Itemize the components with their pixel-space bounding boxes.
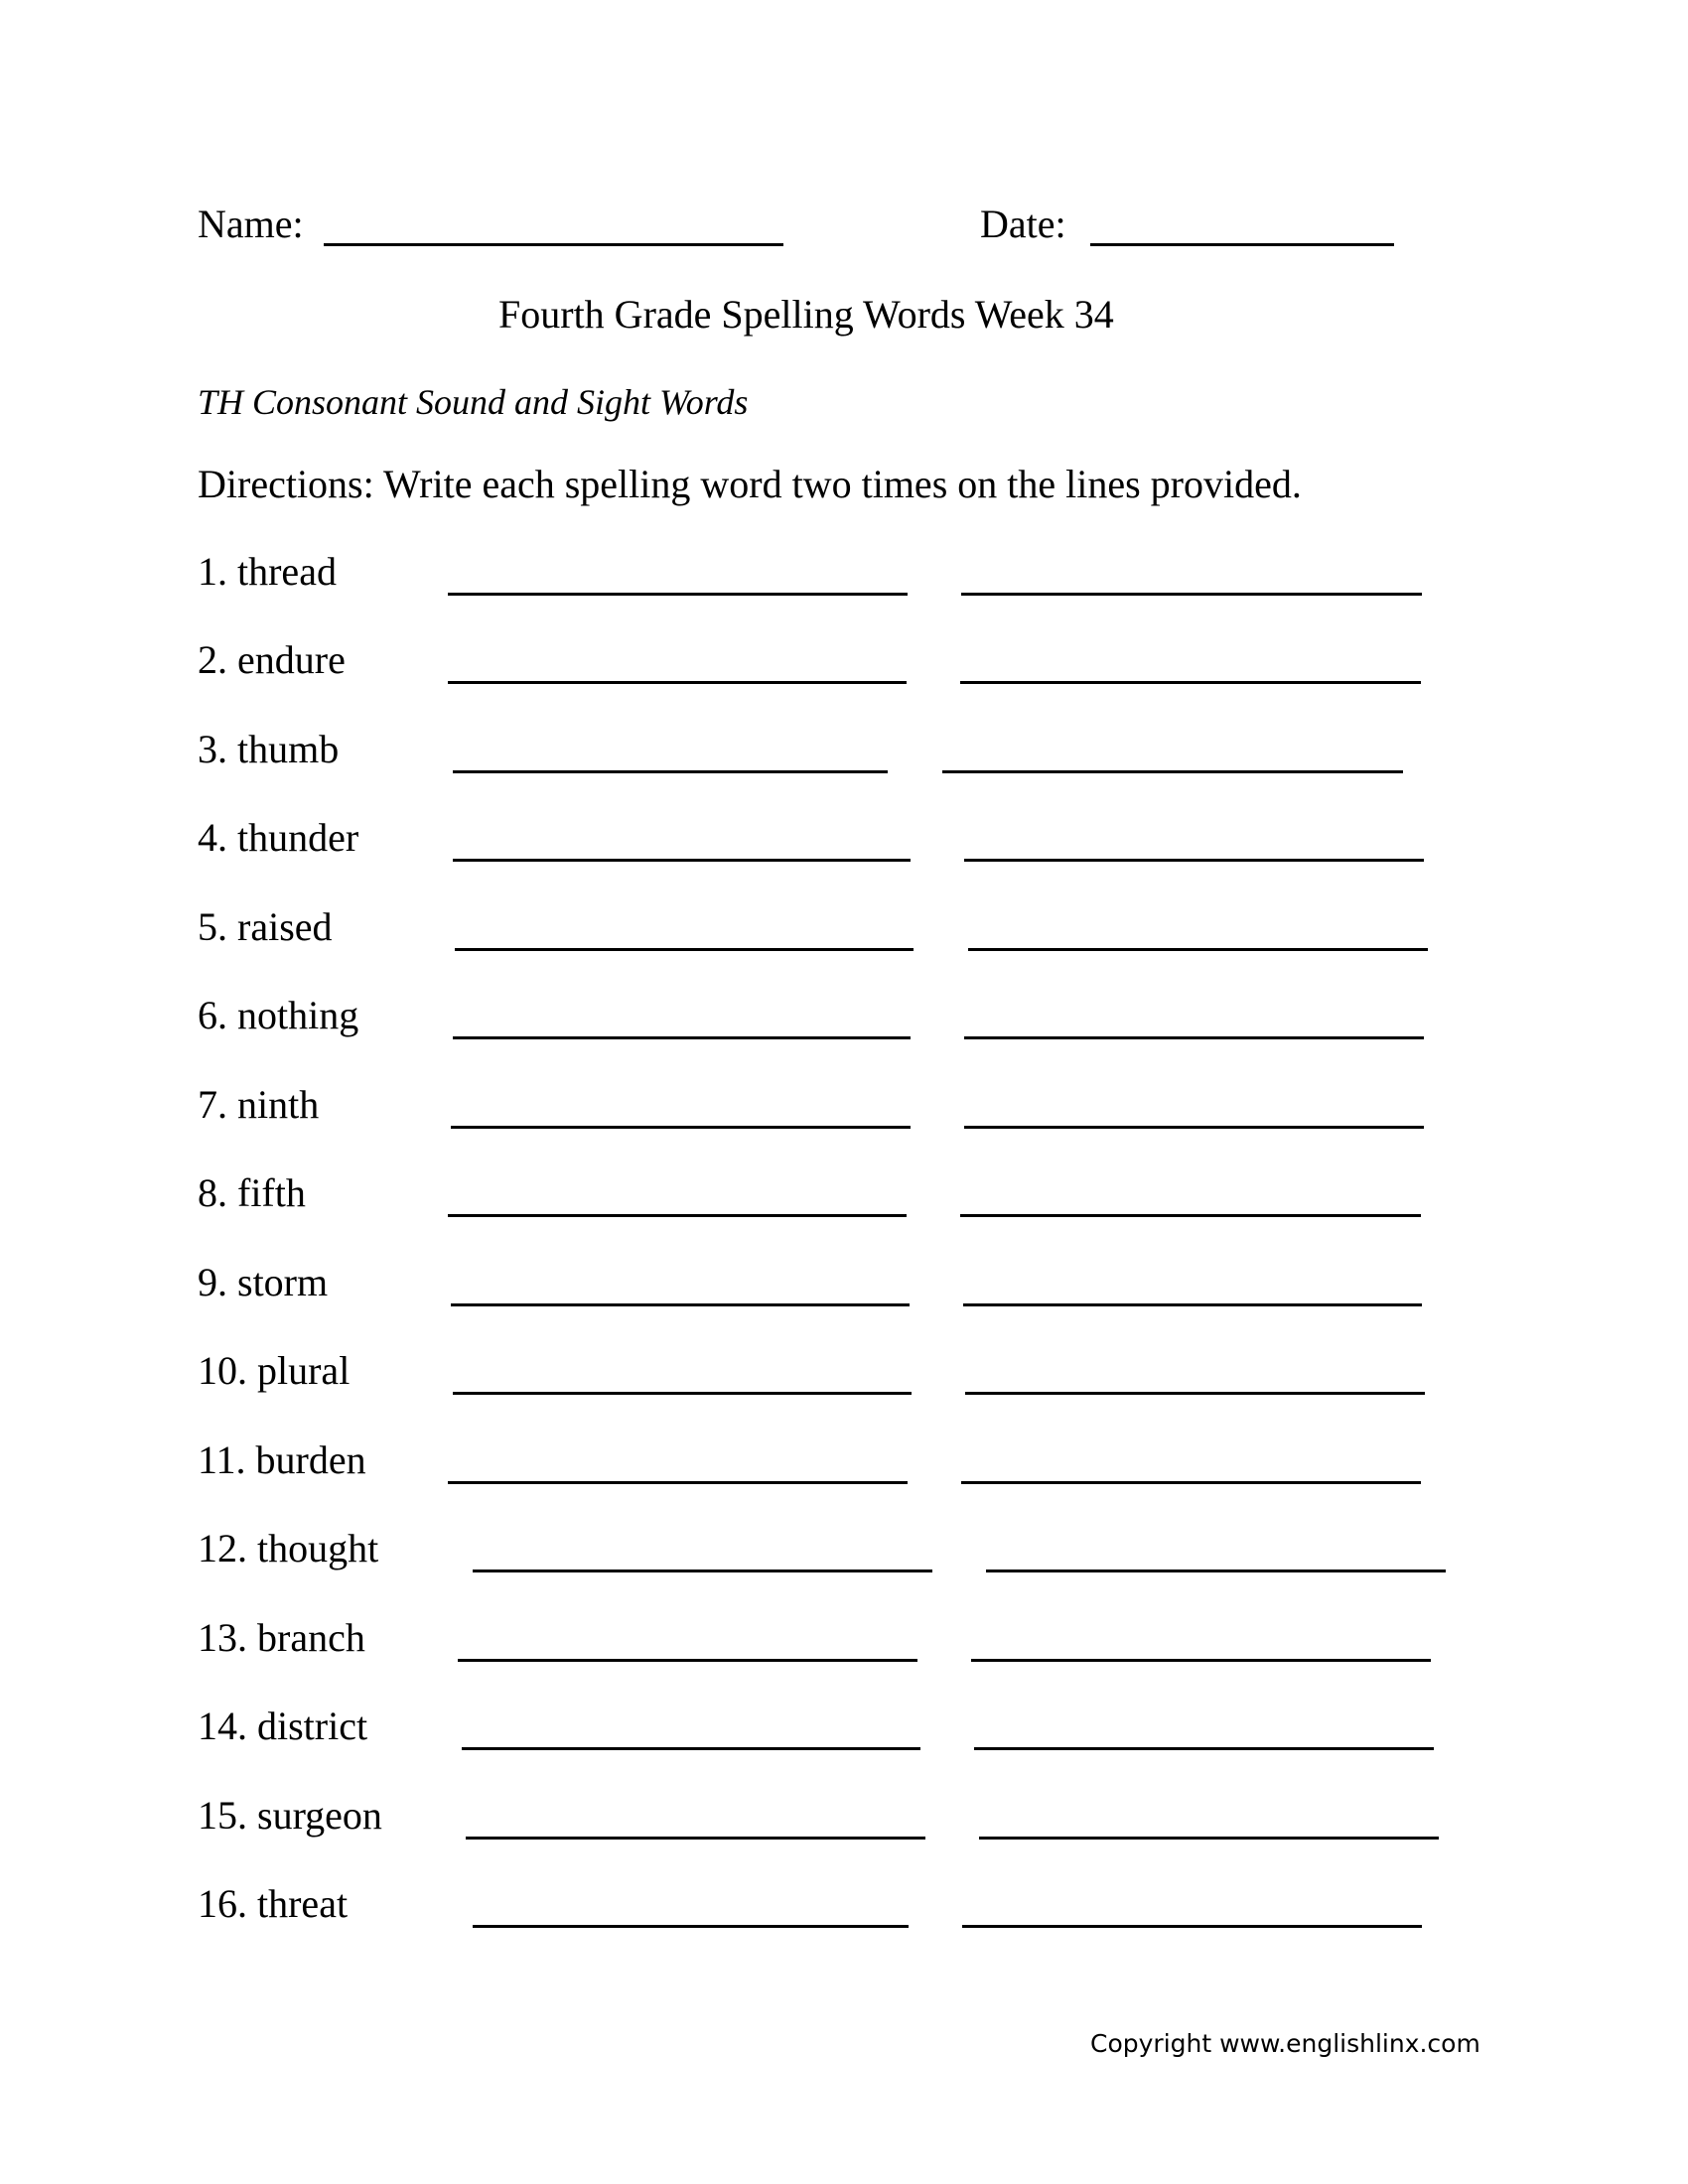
answer-line-2[interactable] [964,859,1424,862]
answer-line-2[interactable] [960,681,1421,684]
answer-line-2[interactable] [986,1570,1446,1572]
answer-line-2[interactable] [963,1303,1422,1306]
answer-line-1[interactable] [451,1303,910,1306]
answer-line-1[interactable] [453,770,888,773]
answer-line-1[interactable] [448,1481,908,1484]
word-label: 14. district [198,1704,368,1748]
word-label: 16. threat [198,1881,349,1926]
name-label: Name: [198,202,304,246]
answer-line-1[interactable] [448,1214,907,1217]
answer-line-1[interactable] [462,1747,920,1750]
answer-line-1[interactable] [473,1570,932,1572]
directions: Directions: Write each spelling word two times on the lines provided. [198,462,1302,506]
date-field[interactable] [1090,243,1394,246]
answer-line-2[interactable] [971,1659,1431,1662]
answer-line-2[interactable] [968,948,1428,951]
answer-line-2[interactable] [974,1747,1434,1750]
word-label: 15. surgeon [198,1793,382,1838]
answer-line-1[interactable] [453,1392,912,1395]
word-label: 11. burden [198,1437,366,1482]
answer-line-1[interactable] [453,1036,911,1039]
name-field[interactable] [324,243,783,246]
answer-line-1[interactable] [466,1837,925,1840]
word-label: 3. thumb [198,727,340,771]
page-title: Fourth Grade Spelling Words Week 34 [498,292,1114,337]
word-label: 13. branch [198,1615,365,1660]
word-label: 4. thunder [198,815,359,860]
date-label: Date: [980,202,1066,246]
answer-line-2[interactable] [961,593,1422,596]
answer-line-1[interactable] [453,859,911,862]
answer-line-2[interactable] [960,1214,1421,1217]
subtitle: TH Consonant Sound and Sight Words [198,382,749,422]
word-label: 2. endure [198,637,346,682]
word-label: 9. storm [198,1260,329,1304]
copyright-text: Copyright www.englishlinx.com [1090,2029,1480,2058]
word-label: 5. raised [198,904,333,949]
word-label: 12. thought [198,1526,379,1570]
answer-line-2[interactable] [962,1925,1422,1928]
answer-line-1[interactable] [458,1659,917,1662]
answer-line-2[interactable] [961,1481,1421,1484]
answer-line-2[interactable] [965,1392,1425,1395]
word-label: 6. nothing [198,993,359,1037]
word-label: 8. fifth [198,1170,306,1215]
word-label: 1. thread [198,549,337,594]
answer-line-1[interactable] [448,593,908,596]
word-label: 7. ninth [198,1082,320,1127]
answer-line-1[interactable] [448,681,907,684]
word-label: 10. plural [198,1348,351,1393]
answer-line-2[interactable] [964,1036,1424,1039]
answer-line-1[interactable] [451,1126,911,1129]
answer-line-2[interactable] [964,1126,1424,1129]
answer-line-2[interactable] [979,1837,1439,1840]
answer-line-1[interactable] [473,1925,909,1928]
answer-line-1[interactable] [455,948,914,951]
answer-line-2[interactable] [942,770,1403,773]
